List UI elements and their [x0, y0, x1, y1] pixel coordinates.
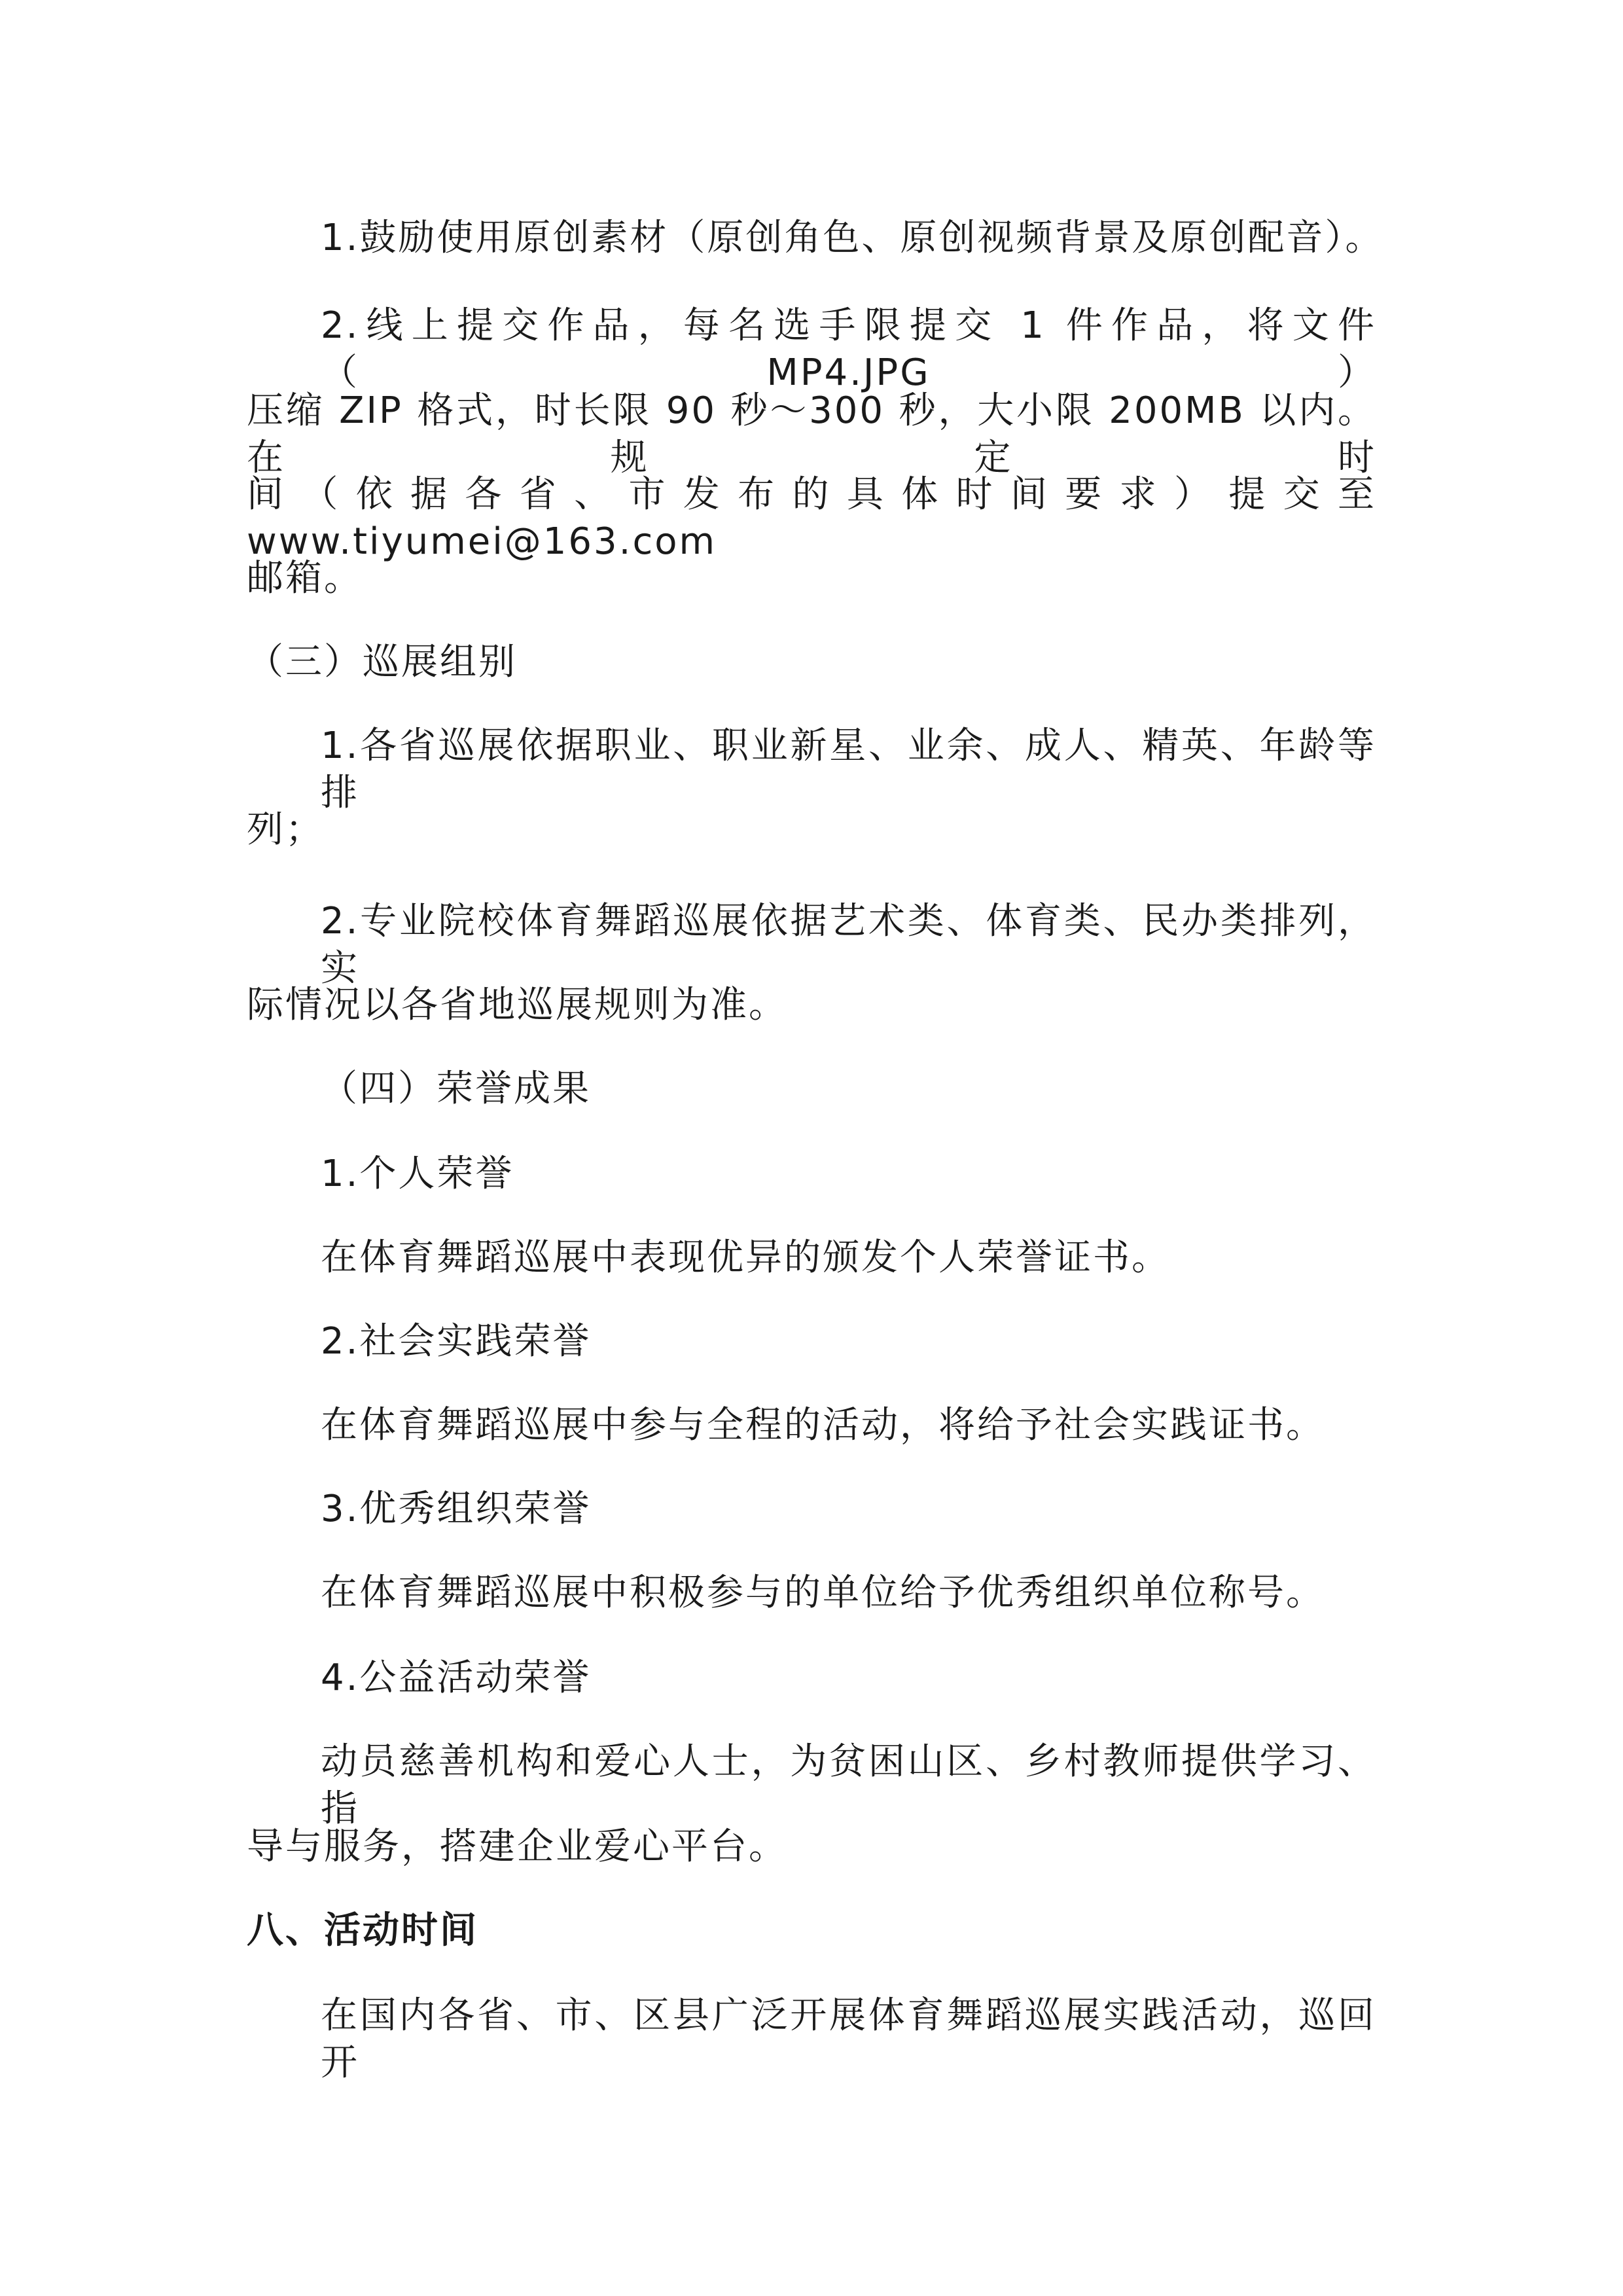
section-heading-honors: （四）荣誉成果 [321, 1067, 591, 1110]
honor-organization-title: 3.优秀组织荣誉 [321, 1488, 592, 1530]
paragraph-submission-line-4: 邮箱。 [247, 557, 363, 600]
paragraph-submission-line-3: 间（依据各省、市发布的具体时间要求）提交至 www.tiyumei@163.com [247, 473, 1376, 563]
paragraph-original-materials: 1.鼓励使用原创素材（原创角色、原创视频背景及原创配音）。 [321, 217, 1384, 259]
honor-practice-title: 2.社会实践荣誉 [321, 1320, 592, 1363]
honor-organization-text: 在体育舞蹈巡展中积极参与的单位给予优秀组织单位称号。 [321, 1571, 1325, 1614]
section-heading-groups: （三）巡展组别 [247, 641, 517, 683]
paragraph-submission-line-1: 2.线上提交作品，每名选手限提交 1 件作品，将文件（MP4.JPG） [321, 304, 1376, 394]
honor-charity-title: 4.公益活动荣誉 [321, 1657, 592, 1699]
paragraph-groups-2-line-2: 际情况以各省地巡展规则为准。 [247, 984, 787, 1026]
honor-personal-text: 在体育舞蹈巡展中表现优异的颁发个人荣誉证书。 [321, 1236, 1170, 1279]
honor-charity-text-line-1: 动员慈善机构和爱心人士，为贫困山区、乡村教师提供学习、指 [321, 1740, 1376, 1830]
paragraph-groups-2-line-1: 2.专业院校体育舞蹈巡展依据艺术类、体育类、民办类排列，实 [321, 900, 1376, 990]
section-heading-activity-time: 八、活动时间 [247, 1909, 478, 1952]
paragraph-groups-1-line-1: 1.各省巡展依据职业、职业新星、业余、成人、精英、年龄等排 [321, 725, 1376, 814]
honor-personal-title: 1.个人荣誉 [321, 1153, 514, 1195]
honor-practice-text: 在体育舞蹈巡展中参与全程的活动，将给予社会实践证书。 [321, 1404, 1325, 1446]
paragraph-submission-line-2: 压缩 ZIP 格式，时长限 90 秒～300 秒，大小限 200MB 以内。在规定时 [247, 389, 1376, 479]
paragraph-activity-time: 在国内各省、市、区县广泛开展体育舞蹈巡展实践活动，巡回开 [321, 1994, 1376, 2084]
honor-charity-text-line-2: 导与服务，搭建企业爱心平台。 [247, 1825, 787, 1868]
paragraph-groups-1-line-2: 列； [247, 808, 324, 851]
